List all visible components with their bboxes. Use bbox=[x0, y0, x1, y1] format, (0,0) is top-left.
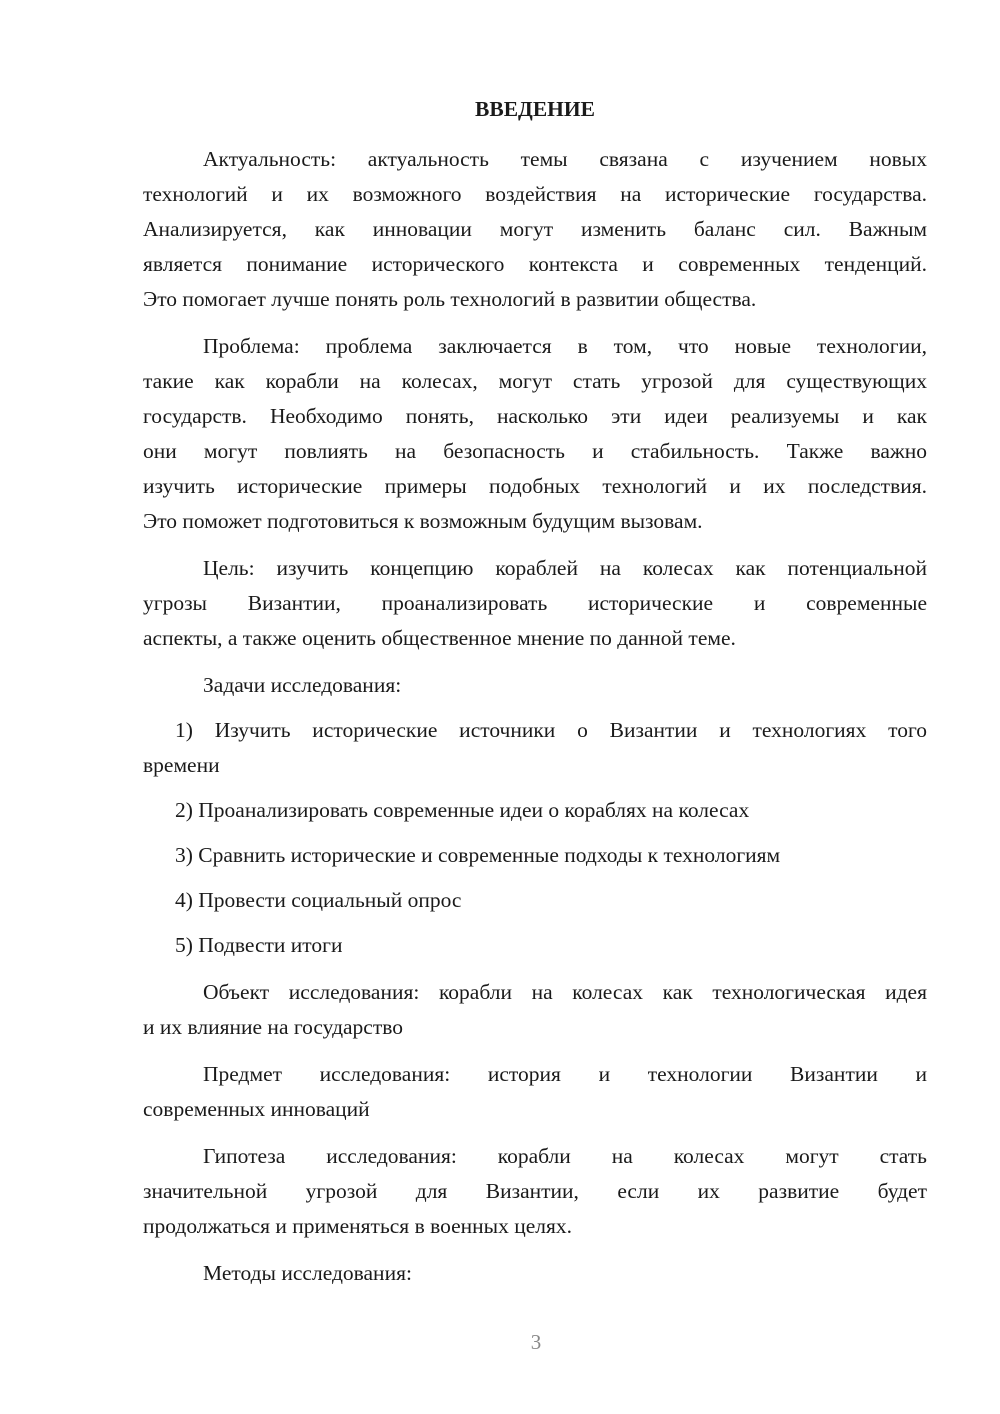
text-line: 4) Провести социальный опрос bbox=[175, 888, 462, 912]
text-line: аспекты, а также оценить общественное мнение по данной теме. bbox=[143, 626, 736, 650]
text-line: Это поможет подготовиться к возможным будущим вызовам. bbox=[143, 509, 703, 533]
text-line: Методы исследования: bbox=[203, 1261, 412, 1285]
text-line: 1) Изучить исторические источники о Византии и технологиях того bbox=[175, 718, 927, 742]
section-title: ВВЕДЕНИЕ bbox=[475, 97, 595, 121]
problem-paragraph bbox=[143, 329, 927, 539]
relevance-paragraph bbox=[143, 142, 927, 317]
text-line: государств. Необходимо понять, насколько эти идеи реализуемы и как bbox=[143, 404, 927, 428]
text-line: Анализируется, как инновации могут изменить баланс сил. Важным bbox=[143, 217, 927, 241]
hypothesis-paragraph bbox=[143, 1139, 927, 1244]
text-line: продолжаться и применяться в военных целях. bbox=[143, 1214, 573, 1238]
text-line: такие как корабли на колесах, могут стать угрозой для существующих bbox=[143, 369, 927, 393]
methods-heading bbox=[143, 1256, 927, 1291]
text-line: Задачи исследования: bbox=[203, 673, 402, 697]
page-number: 3 bbox=[530, 1330, 542, 1354]
tasks-heading bbox=[143, 668, 927, 703]
text-line: 3) Сравнить исторические и современные подходы к технологиям bbox=[175, 843, 781, 867]
task-item bbox=[143, 713, 927, 783]
text-line: угрозы Византии, проанализировать исторические и современные bbox=[143, 591, 927, 615]
text-line: 2) Проанализировать современные идеи о кораблях на колесах bbox=[175, 798, 750, 822]
text-line: они могут повлиять на безопасность и стабильность. Также важно bbox=[143, 439, 927, 463]
text-line: Актуальность: актуальность темы связана с изучением новых bbox=[203, 147, 927, 171]
text-line: Гипотеза исследования: корабли на колесах могут стать bbox=[203, 1144, 927, 1168]
text-line: изучить исторические примеры подобных технологий и их последствия. bbox=[143, 474, 927, 498]
text-line: современных инноваций bbox=[143, 1097, 370, 1121]
text-line: технологий и их возможного воздействия на исторические государства. bbox=[143, 182, 927, 206]
text-line: времени bbox=[143, 753, 220, 777]
text-line: Объект исследования: корабли на колесах как технологическая идея bbox=[203, 980, 927, 1004]
goal-paragraph bbox=[143, 551, 927, 656]
document-page bbox=[143, 92, 927, 1303]
object-paragraph bbox=[143, 975, 927, 1045]
subject-paragraph bbox=[143, 1057, 927, 1127]
task-item bbox=[143, 883, 927, 918]
text-line: Проблема: проблема заключается в том, что новые технологии, bbox=[203, 334, 927, 358]
text-line: 5) Подвести итоги bbox=[175, 933, 343, 957]
text-line: Предмет исследования: история и технологии Византии и bbox=[203, 1062, 927, 1086]
task-item bbox=[143, 793, 927, 828]
text-line: значительной угрозой для Византии, если их развитие будет bbox=[143, 1179, 927, 1203]
text-line: Цель: изучить концепцию кораблей на колесах как потенциальной bbox=[203, 556, 927, 580]
task-item bbox=[143, 838, 927, 873]
text-line: Это помогает лучше понять роль технологий в развитии общества. bbox=[143, 287, 757, 311]
task-item bbox=[143, 928, 927, 963]
text-line: является понимание исторического контекста и современных тенденций. bbox=[143, 252, 927, 276]
text-line: и их влияние на государство bbox=[143, 1015, 404, 1039]
